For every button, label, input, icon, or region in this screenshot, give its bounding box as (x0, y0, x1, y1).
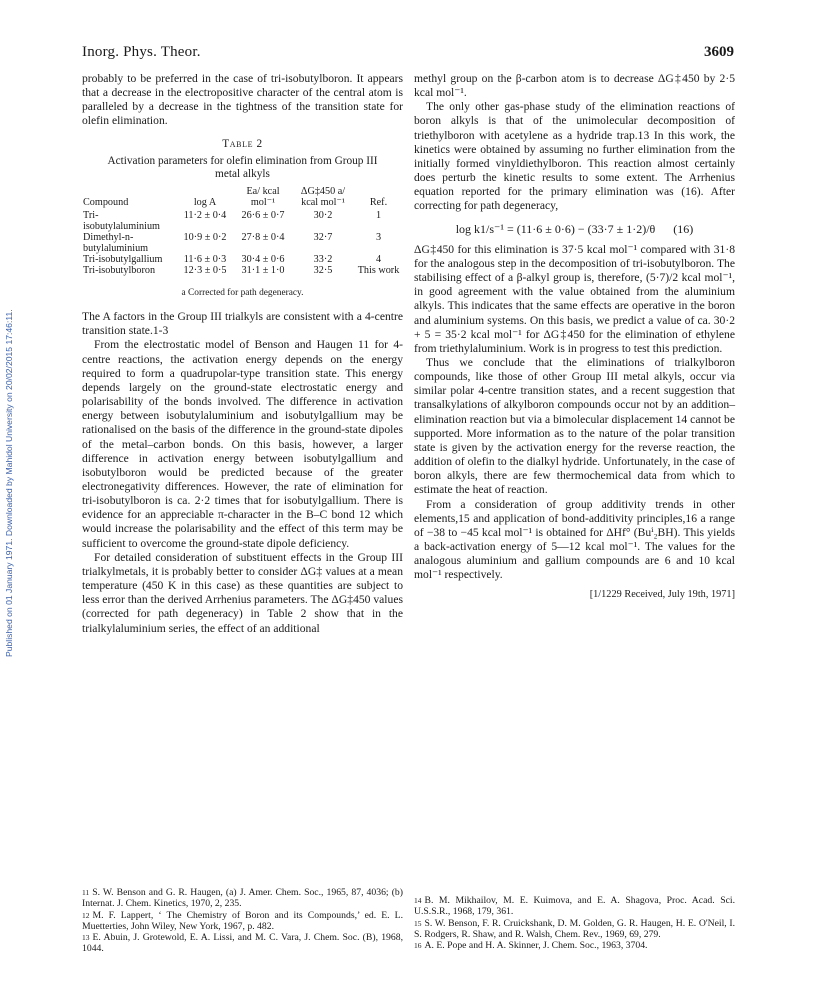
table-cell: 11·2 ± 0·4 (183, 209, 227, 221)
reference (82, 932, 403, 955)
paragraph: ΔG‡450 for this elimination is 37·5 kcal mol⁻¹ compared with 31·8 for the analogous step in the decomposition of tri-isobutylboron. The stabilising effect of a β-alkyl group is, therefore, (5·7)/2 kcal mol⁻¹, in good agreement with the value obtained from the aluminium alkyls. This indicates that the same effects are operative in the boron and aluminium systems. On this basis, we predict a value of ca. 30·2 + 5 = 35·2 kcal mol⁻¹ for ΔG‡450 for the elimination of ethylene from triethylaluminium. Work is in progress to test this prediction. (414, 242, 735, 355)
paragraph: The A factors in the Group III trialkyls are consistent with a 4-centre transition state.1-3 (82, 310, 403, 338)
equation-16 (414, 222, 735, 236)
table-cell: 30·2 (313, 209, 333, 221)
reference-number: 13 (82, 933, 90, 943)
reference-number: 14 (414, 896, 422, 905)
column-header: Compound (83, 196, 129, 208)
table-cell: 33·2 (313, 253, 333, 265)
reference-text: B. M. Mikhailov, M. E. Kuimova, and E. A. Shagova, Proc. Acad. Sci. U.S.S.R., 1968, 179, 361. (414, 895, 735, 918)
download-watermark (2, 180, 16, 660)
table-cell: 32·5 (313, 264, 333, 276)
table-cell: 32·7 (313, 231, 333, 243)
reference (414, 918, 735, 941)
paragraph: The only other gas-phase study of the elimination reactions of boron alkyls is that of the unimolecular decomposition of triethylboron with acetylene as a hydride trap.13 In this work, the kinetics were obtained by assuming no further elimination from the initially formed vinyldiethylboron. This reaction almost certainly does perturb the kinetic results to some extent. The Arrhenius equation reported for the primary elimination was (16). After correcting for path degeneracy, (414, 100, 735, 213)
reference (414, 940, 735, 951)
running-header-journal: Inorg. Phys. Theor. (82, 44, 201, 60)
reference-text: S. W. Benson, F. R. Cruickshank, D. M. Golden, G. R. Haugen, H. E. O'Neil, I. S. Rodgers, R. Shaw, and R. Walsh, Chem. Rev., 1969, 69, 279. (414, 917, 735, 940)
table-footnote: a Corrected for path degeneracy. (181, 287, 304, 298)
reference-text: M. F. Lappert, ‘ The Chemistry of Boron and its Compounds,’ ed. E. L. Muetterties, John Wiley, New York, 1967, p. 482. (82, 909, 403, 932)
table-cell: Dimethyl-n-butylaluminium (83, 231, 149, 254)
table-2 (82, 137, 403, 301)
table-cell: 30·4 ± 0·6 (241, 253, 285, 265)
table-cell: 11·6 ± 0·3 (183, 253, 227, 265)
reference (414, 895, 735, 918)
table-cell: 1 (375, 209, 382, 221)
table-cell: Tri-isobutylboron (83, 264, 156, 276)
reference-number: 15 (414, 918, 422, 928)
activation-parameters-table (82, 186, 403, 276)
reference (82, 910, 403, 933)
table-cell: 12·3 ± 0·5 (183, 264, 227, 276)
table-label: Table 2 (222, 137, 263, 150)
reference-text: A. E. Pope and H. A. Skinner, J. Chem. Soc., 1963, 3704. (424, 940, 648, 952)
paragraph: From the electrostatic model of Benson and Haugen 11 for 4-centre reactions, the activation energy depends on the energy required to form a quadrupolar-type transition state. This energy depends largely on the ground-state electrostatic energy and polarisability of the bonds involved. The difference in activation energy between isobutylaluminium and isobutylgallium may be rationalised on the basis of the difference in the ground-state dipoles of the metal–carbon bonds. On this basis, however, a larger difference in activation energy between isobutylgallium and isobutylboron would be predicted because of the greater electronegativity differences. However, the rate of elimination for tri-isobutylboron is ca. 2·2 times that for isobutylgallium. There is evidence for an appreciable π-character in the B–C bond 12 which would increase the polarisability and the effect of this term may be sufficient to overcome the ground-state dipole deficiency. (82, 338, 403, 550)
page-number: 3609 (704, 44, 734, 60)
table-cell: 31·1 ± 1·0 (241, 264, 285, 276)
paragraph: For detailed consideration of substituent effects in the Group III trialkylmetals, it is probably better to consider ΔG‡ values at a mean temperature (450 K in this case) as these quantities are subject to less error than the derived Arrhenius parameters. The ΔG‡450 values (corrected for path degeneracy) in Table 2 show that in the trialkylaluminium series, the effect of an additional (82, 550, 403, 635)
table-row (82, 254, 403, 265)
right-column (414, 72, 735, 603)
table-row (82, 265, 403, 276)
reference-number: 11 (82, 888, 90, 897)
table-row (82, 232, 403, 254)
received-date: [1/1229 Received, July 19th, 1971] (589, 589, 735, 601)
column-header: log A (193, 196, 217, 208)
reference (82, 887, 403, 910)
table-cell: 10·9 ± 0·2 (183, 231, 227, 243)
table-cell: This work (357, 264, 400, 276)
reference-text: S. W. Benson and G. R. Haugen, (a) J. Amer. Chem. Soc., 1965, 87, 4036; (b) Internat. J. Chem. Kinetics, 1970, 2, 235. (82, 887, 403, 910)
equation-text: log k1/s⁻¹ = (11·6 ± 0·6) − (33·7 ± 1·2)/θ (455, 221, 656, 236)
table-cell: Tri-isobutylaluminium (83, 209, 160, 232)
table-cell: 3 (375, 231, 382, 243)
table-header-row (82, 186, 403, 210)
reference-number: 16 (414, 941, 422, 951)
table-caption: Activation parameters for olefin elimination from Group III metal alkyls (107, 154, 378, 181)
table-row (82, 210, 403, 232)
table-cell: Tri-isobutylgallium (83, 253, 163, 265)
paragraph: Thus we conclude that the eliminations of trialkylboron compounds, like those of other Group III metal alkyls, occur via similar polar 4-centre transition states, and a recent suggestion that transalkylations of alkylboron compounds occur not by an addition–elimination reaction but via a bimolecular displacement 14 cannot be supported. More information as to the nature of the polar transition state is given by the activation energy for the reverse reaction, the addition of olefin to the dialkyl hydride. Unfortunately, in the case of boron alkyls, there are few thermochemical data from which to estimate the heat of reaction. (414, 355, 735, 497)
column-header: ΔG‡450 a/ kcal mol⁻¹ (300, 185, 346, 208)
download-watermark-text: Published on 01 January 1971. Downloaded by Mahidol University on 20/02/2015 17:46:11. (4, 309, 14, 657)
table-cell: 27·8 ± 0·4 (241, 231, 285, 243)
table-cell: 26·6 ± 0·7 (241, 209, 285, 221)
column-header: Ref. (369, 196, 388, 208)
references-right (414, 895, 735, 951)
references-left (82, 887, 403, 955)
reference-text: E. Abuin, J. Grotewold, E. A. Lissi, and M. C. Vara, J. Chem. Soc. (B), 1968, 1044. (82, 932, 403, 955)
paragraph: methyl group on the β-carbon atom is to decrease ΔG‡450 by 2·5 kcal mol⁻¹. (414, 72, 735, 100)
column-header: Ea/ kcal mol⁻¹ (246, 185, 280, 208)
table-cell: 4 (375, 253, 382, 265)
reference-number: 12 (82, 910, 90, 920)
left-column (82, 72, 403, 636)
paragraph: From a consideration of group additivity trends in other elements,15 and application of bond-additivity principles,16 a range of −38 to −45 kcal mol⁻¹ is obtained for ΔHf° (Buⁱ₂BH). This yields a back-activation energy of 5—12 kcal mol⁻¹. The values for the analogous aluminium and gallium compounds are 6 and 10 kcal mol⁻¹ respectively. (414, 497, 735, 582)
equation-number: (16) (673, 221, 694, 236)
paragraph: probably to be preferred in the case of tri-isobutylboron. It appears that a decrease in the electropositive character of the central atom is paralleled by a decrease in the tightness of the transition state for olefin elimination. (82, 72, 403, 128)
